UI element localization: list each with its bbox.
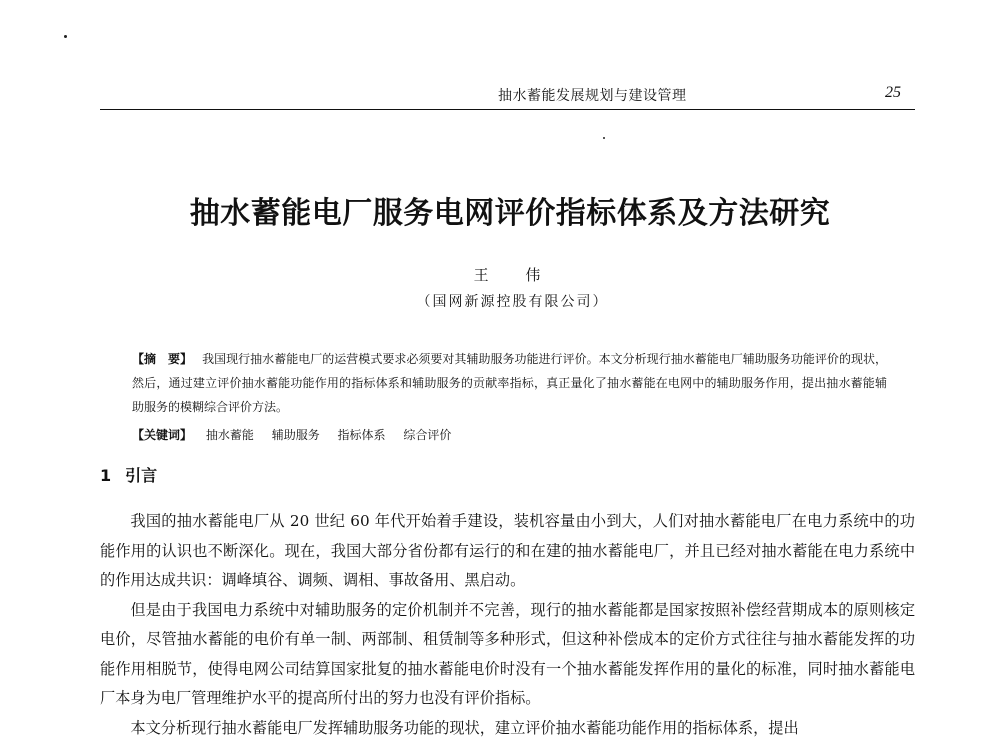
- section-heading: [100, 463, 157, 486]
- abstract-label: 【摘 要】: [132, 352, 193, 366]
- section-number: 1: [100, 466, 112, 485]
- running-title: 抽水蓄能发展规划与建设管理: [498, 88, 687, 104]
- section-title: 引言: [125, 466, 158, 485]
- scan-speck: [603, 137, 605, 139]
- abstract-text: 我国现行抽水蓄能电厂的运营模式要求必须要对其辅助服务功能进行评价。本文分析现行抽水蓄能电厂辅助服务功能评价的现状，然后，通过建立评价抽水蓄能功能作用的指标体系和辅助服务的贡献率指标，真正量化了抽水蓄能在电网中的辅助服务作用，提出抽水蓄能辅助服务的模糊综合评价方法。: [132, 352, 887, 414]
- body-paragraph: 但是由于我国电力系统中对辅助服务的定价机制并不完善，现行的抽水蓄能都是国家按照补偿经营期成本的原则核定电价，尽管抽水蓄能的电价有单一制、两部制、租赁制等多种形式，但这种补偿成本的定价方式往往与抽水蓄能发挥的功能作用相脱节，使得电网公司结算国家批复的抽水蓄能电价时没有一个抽水蓄能发挥作用的量化的标准，同时抽水蓄能电厂本身为电厂管理维护水平的提高所付出的努力也没有评价指标。: [100, 600, 915, 707]
- body-text: [100, 507, 915, 743]
- author-affiliation: （国网新源控股有限公司）: [416, 294, 609, 310]
- keywords: [132, 423, 887, 447]
- author-name: 王 伟: [473, 266, 557, 284]
- scan-speck: [64, 35, 67, 38]
- keyword: 抽水蓄能: [205, 428, 254, 442]
- keyword: 辅助服务: [271, 428, 320, 442]
- body-paragraph: 我国的抽水蓄能电厂从 20 世纪 60 年代开始着手建设，装机容量由小到大，人们对抽水蓄能电厂在电力系统中的功能作用的认识也不断深化。现在，我国大部分省份都有运行的和在建的抽水蓄能电厂，并且已经对抽水蓄能在电力系统中的作用达成共识：调峰填谷、调频、调相、事故备用、黑启动。: [100, 512, 915, 589]
- body-paragraph: 本文分析现行抽水蓄能电厂发挥辅助服务功能的现状，建立评价抽水蓄能功能作用的指标体系，提出: [130, 718, 799, 737]
- keyword: 综合评价: [403, 428, 452, 442]
- keyword: 指标体系: [337, 428, 386, 442]
- keywords-label: 【关键词】: [132, 428, 193, 442]
- abstract: [132, 347, 887, 419]
- paper-title: 抽水蓄能电厂服务电网评价指标体系及方法研究: [189, 196, 831, 231]
- page-number: 25: [885, 84, 901, 101]
- running-header: [100, 83, 915, 110]
